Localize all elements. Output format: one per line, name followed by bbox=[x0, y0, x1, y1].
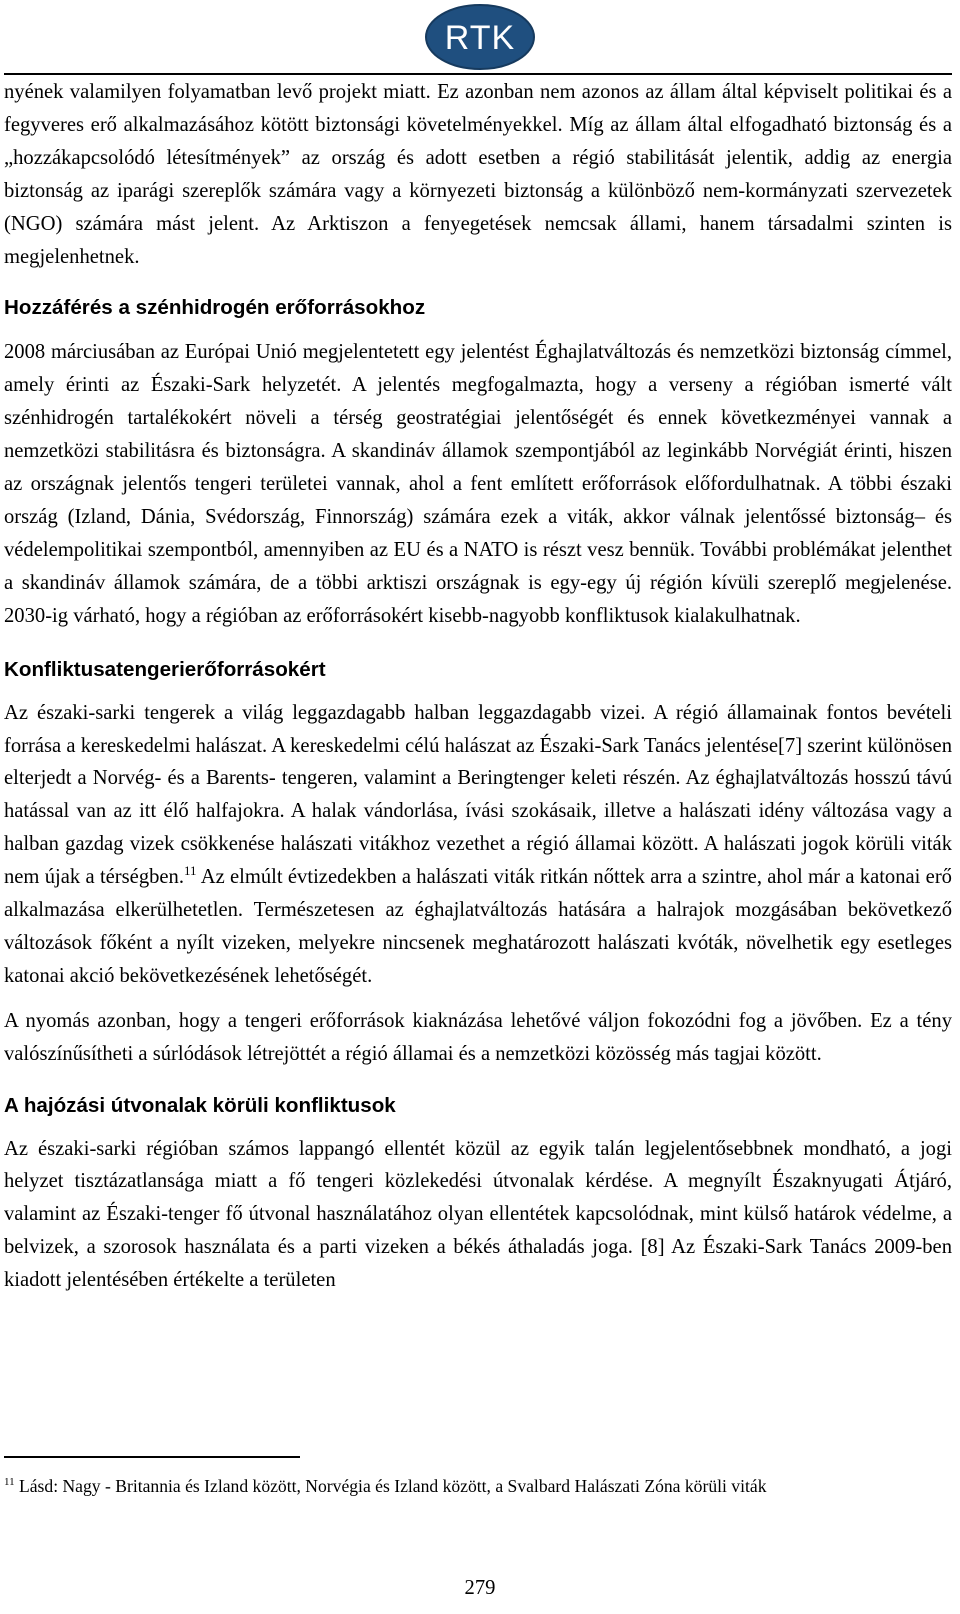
page-number: 279 bbox=[464, 1577, 496, 1599]
logo-text: RTK bbox=[444, 19, 516, 57]
page-body bbox=[4, 76, 952, 1297]
heading-shipping-routes: A hajózási útvonalak körüli konfliktusok bbox=[4, 1093, 396, 1117]
footnote-text: Lásd: Nagy - Britannia és Izland között, Norvégia és Izland között, a Svalbard Halászati Zóna körüli viták bbox=[14, 1476, 767, 1496]
header-rule bbox=[4, 73, 952, 75]
paragraph-2: 2008 márciusában az Európai Unió megjelentetett egy jelentést Éghajlatváltozás és nemzetközi biztonság címmel, amely érinti az Északi-Sark helyzetét. A jelentés megfogalmazta, hogy a verseny a régióban ismerté vált szénhidrogén tartalékokért növeli a térség geostratégiai jelentőségét és ennek következményei vannak a nemzetközi stabilitásra és biztonságra. A skandináv államok szempontjából az leginkább Norvégiát érinti, hiszen az országnak jelentős tengeri területei vannak, ahol a fent említett erőforrások előfordulhatnak. A többi északi ország (Izland, Dánia, Svédország, Finnország) számára ezek a viták, akkor válnak jelentőssé biztonság– és védelempolitikai szempontból, amennyiben az EU és a NATO is részt vesz bennük. További problémákat jelenthet a skandináv államok számára, de a többi arktiszi országnak is egy-egy új régión kívüli szereplő megjelenése. 2030-ig várható, hogy a régióban az erőforrásokért kisebb-nagyobb konfliktusok kialakulhatnak. bbox=[4, 341, 952, 627]
footnote-number: 11 bbox=[4, 1476, 15, 1488]
paragraph-5: Az északi-sarki régióban számos lappangó ellentét közül az egyik talán legjelentősebbnek mondható, a jogi helyzet tisztázatlansága miatt a fő tengeri közlekedési útvonalak kérdése. A megnyílt Északnyugati Átjáró, valamint az Északi-tenger fő útvonal használatához olyan ellentétek kapcsolódnak, mint külső határok védelme, a belvizek, a szorosok használata és a parti vizeken a békés áthaladás joga. [8] Az Északi-Sark Tanács 2009-ben kiadott jelentésében értékelte a területen bbox=[4, 1137, 952, 1292]
paragraph-1: nyének valamilyen folyamatban levő projekt miatt. Ez azonban nem azonos az állam által képviselt politikai és a fegyveres erő alkalmazásához kötött biztonsági követelményekkel. Míg az állam által elfogadható biztonság és a „hozzákapcsolódó létesítmények” az ország és adott esetben a régió stabilitását jelentik, addig az energia biztonság az iparági szereplők számára vagy a környezeti biztonság a különböző nem-kormányzati szervezetek (NGO) számára mást jelent. Az Arktiszon a fenyegetések nemcsak állami, hanem társadalmi szinten is megjelenhetnek. bbox=[4, 81, 952, 268]
paragraph-3-text-a: Az északi-sarki tengerek a világ leggazdagabb halban leggazdagabb vizei. A régió államainak fontos bevételi forrása a kereskedelmi halászat. A kereskedelmi célú halászat az Északi-Sark Tanács jelentése[7] szerint különösen elterjedt a Norvég- és a Barents- tengeren, valamint a Beringtenger keleti részén. Az éghajlatváltozás hosszú távú hatással van az itt élő halfajokra. A halak vándorlása, ívási szokásaik, illetve a halászati idény változása vagy a halban gazdag vizek csökkenése halászati vitákhoz vezethet a régió államai között. A halászati jogok körüli viták nem újak a térségben. bbox=[4, 701, 952, 889]
footnote-ref[interactable]: 11 bbox=[184, 863, 197, 879]
heading-sea-resources: Konfliktusatengerierőforrásokért bbox=[4, 657, 326, 681]
footnote bbox=[4, 1474, 952, 1498]
paragraph-4: A nyomás azonban, hogy a tengeri erőforrások kiaknázása lehetővé váljon fokozódni fog a jövőben. Ez a tény valószínűsítheti a súrlódások létrejöttét a régió államai és a nemzetközi közösség más tagjai között. bbox=[4, 1009, 952, 1065]
rtk-logo bbox=[424, 4, 536, 70]
footnote-rule bbox=[4, 1456, 300, 1458]
paragraph-3 bbox=[4, 697, 952, 993]
heading-hydrocarbon-access: Hozzáférés a szénhidrogén erőforrásokhoz bbox=[4, 296, 426, 320]
paragraph-3-text-b: Az elmúlt évtizedekben a halászati viták ritkán nőttek arra a szintre, ahol már a katonai erő alkalmazása elkerülhetetlen. Természetesen az éghajlatváltozás hatására a halrajok mozgásában bekövetkező változások főként a nyílt vizeken, melyekre nincsenek meghatározott halászati kvóták, növelhetik egy esetleges katonai akció bekövetkezésének lehetőségét. bbox=[4, 866, 952, 987]
